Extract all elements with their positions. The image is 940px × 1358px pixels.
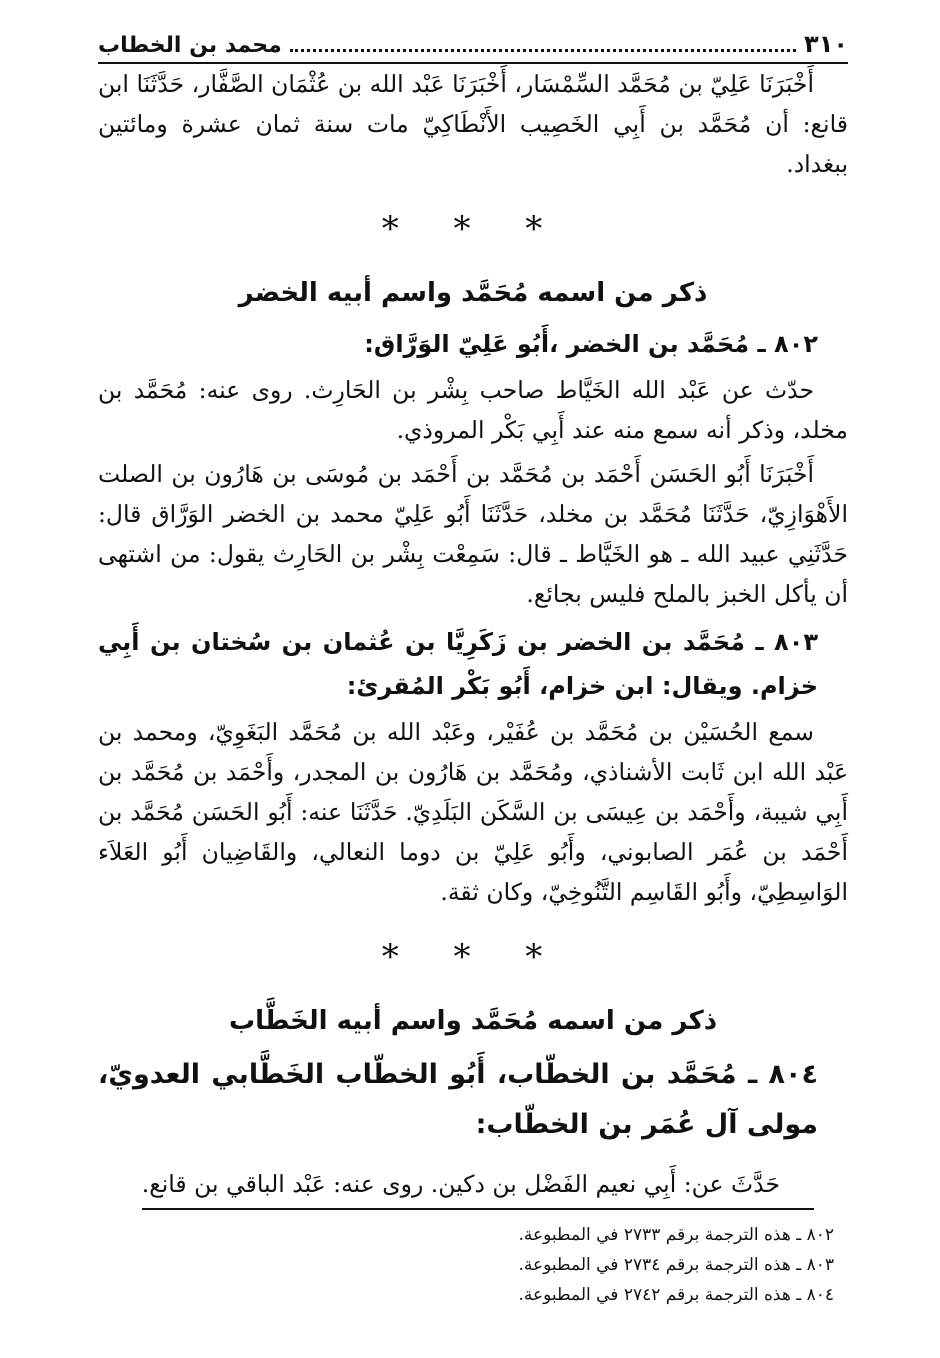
section-title-khattab: ذكر من اسمه مُحَمَّد واسم أبيه الخَطَّاب xyxy=(228,1006,718,1036)
running-title: محمد بن الخطاب xyxy=(98,33,282,58)
section-title-khidr: ذكر من اسمه مُحَمَّد واسم أبيه الخضر xyxy=(238,278,708,308)
section-separator: * * * xyxy=(381,937,565,977)
header-dot-leader xyxy=(290,49,796,52)
footnotes xyxy=(98,1220,848,1310)
entry-802-paragraph-2: أَخْبَرَنَا أَبُو الحَسَن أَحْمَد بن مُحَمَّد بن أَحْمَد بن مُوسَى بن هَارُون بن الصلت الأَهْوَازِيّ، حَدَّثَنَا مُحَمَّد بن مخلد، حَدَّثَنَا أَبُو عَلِيّ محمد بن الخضر الوَرَّاق قال: حَدَّثَنِي عبيد الله ـ هو الخَيَّاط ـ قال: سَمِعْت بِشْر بن الحَارِث يقول: من اشتهى أن يأكل الخبز بالملح فليس بجائع. xyxy=(98,460,848,608)
entry-803-paragraph-1: سمع الحُسَيْن بن مُحَمَّد بن عُفَيْر، وعَبْد الله بن مُحَمَّد البَغَوِيّ، ومحمد بن عَبْد الله ابن ثَابت الأشناذي، ومُحَمَّد بن هَارُون بن المجدر، وأَحْمَد بن مُحَمَّد بن أَبِي شيبة، وأَحْمَد بن عِيسَى بن السَّكَن البَلَدِيّ. حَدَّثَنَا عنه: أَبُو الحَسَن مُحَمَّد بن أَحْمَد بن عُمَر الصابوني، وأَبُو عَلِيّ بن دوما النعالي، والقَاضِيان أَبُو العَلاَء الوَاسِطِيّ، وأَبُو القَاسِم التَّنُوخِيّ، وكان ثقة. xyxy=(98,718,848,906)
footnote: ٨٠٢ ـ هذه الترجمة برقم ٢٧٣٣ في المطبوعة. xyxy=(518,1225,834,1245)
entry-802-paragraph-1: حدّث عن عَبْد الله الخَيَّاط صاحب بِشْر بن الحَارِث. روى عنه: مُحَمَّد بن مخلد، وذكر أنه سمع منه عند أَبِي بَكْر المروذي. xyxy=(98,376,848,444)
footnote: ٨٠٤ ـ هذه الترجمة برقم ٢٧٤٢ في المطبوعة. xyxy=(518,1285,834,1305)
entry-803-heading: ٨٠٣ ـ مُحَمَّد بن الخضر بن زَكَرِيَّا بن عُثمان بن سُختان بن أَبِي خزام. ويقال: ابن خزام، أَبُو بَكْر المُقرئ: xyxy=(98,628,818,700)
entry-804-heading: ٨٠٤ ـ مُحَمَّد بن الخطّاب، أَبُو الخطّاب الخَطَّابي العدويّ، مولى آل عُمَر بن الخطّاب: xyxy=(98,1059,818,1140)
page-number: ٣١٠ xyxy=(804,30,848,58)
section-separator: * * * xyxy=(381,209,565,249)
entry-802-heading: ٨٠٢ ـ مُحَمَّد بن الخضر ،أَبُو عَلِيّ الوَرَّاق: xyxy=(364,330,818,358)
footnote: ٨٠٣ ـ هذه الترجمة برقم ٢٧٣٤ في المطبوعة. xyxy=(518,1255,834,1275)
entry-804-text: حَدَّثَ عن: أَبِي نعيم الفَضْل بن دكين. روى عنه: عَبْد الباقي بن قانع. xyxy=(142,1164,814,1210)
entry-804-paragraph xyxy=(98,1164,848,1210)
top-paragraph: أَخْبَرَنَا عَلِيّ بن مُحَمَّد السِّمْسَار، أَخْبَرَنَا عَبْد الله بن عُثْمَان الصَّفَّار، حَدَّثَنَا ابن قانع: أن مُحَمَّد بن أَبِي الخَصِيب الأَنْطَاكِيّ مات سنة ثمان عشرة ومائتين ببغداد. xyxy=(98,70,848,178)
running-header xyxy=(98,30,848,64)
